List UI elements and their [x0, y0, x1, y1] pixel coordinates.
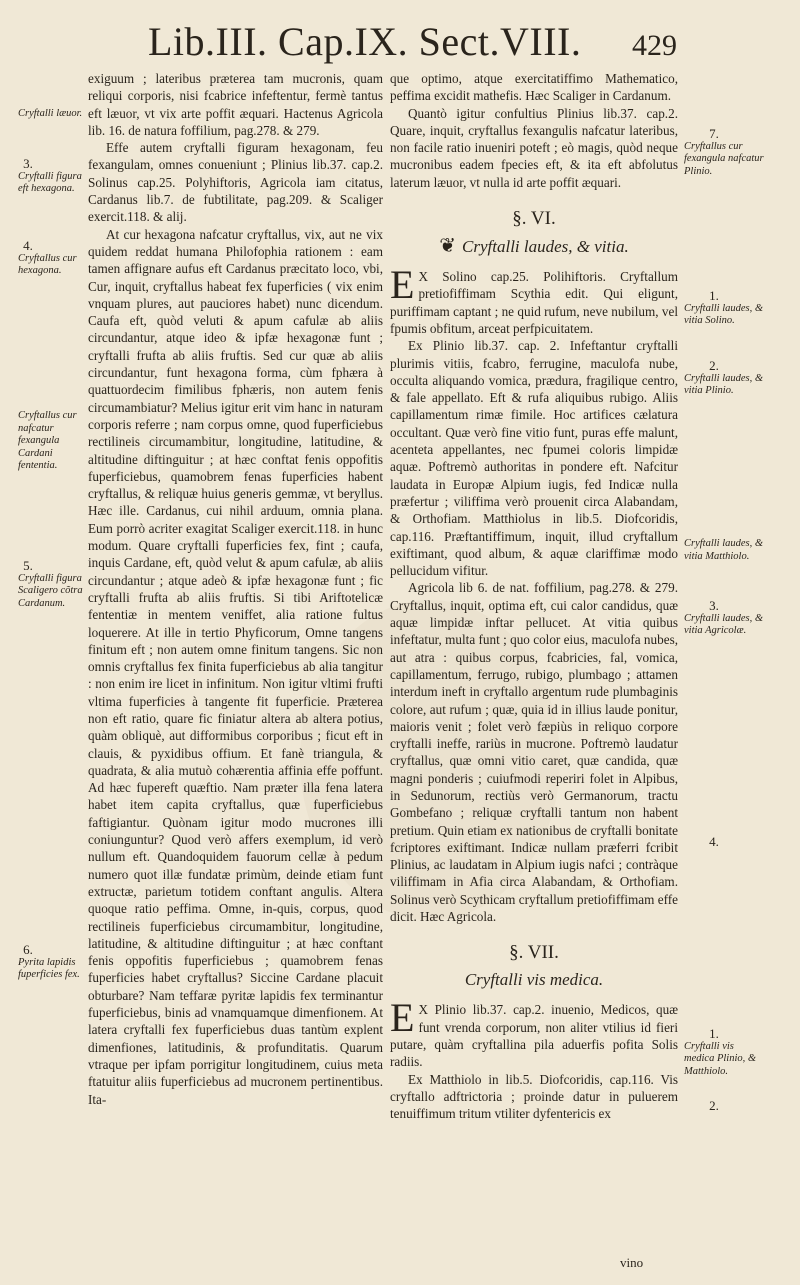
paragraph: exiguum ; lateribus præterea tam mucronis, quam reliqui corporis, nisi fcabrice infeftentur, fermè tantus eft læuor, vt vix arte poffit æquari. Hactenus Agricola lib. 16. de natura foffilium, pag.278. & 279.: [88, 71, 383, 138]
marginal-note: 6. Pyrita lapidis fuperficies fex.: [18, 942, 80, 980]
marginal-note: 2. Cryftalli laudes, & vitia Plinio.: [684, 358, 764, 396]
section-title: Cryftalli vis medica.: [464, 970, 604, 990]
right-column: [390, 70, 678, 1122]
paragraph: Quantò igitur confultius Plinius lib.37. cap.2. Quare, inquit, cryftallus fexangulis nafcatur lateribus, non facile ratio inueniri poteft ; eò magis, quòd neque mucronibus eadem fpecies eft, & ita eft abfolutus laterum læuor, vt nulla id arte poffit æquari.: [390, 105, 678, 190]
marginal-note: 1. Cryftalli vis medica Plinio, & Matthiolo.: [684, 1026, 757, 1077]
paragraph: que optimo, atque exercitatiffimo Mathematico, peffima excidit mathefis. Hæc Scaliger in Cardanum.: [390, 71, 678, 104]
marginal-note: 4.: [709, 834, 719, 849]
section-heading: §. VII.: [509, 942, 559, 964]
marginal-note: 5. Cryftalli figura Scaligero cõtra Cardanum.: [18, 558, 83, 609]
marginal-note: 7. Cryftallus cur fexangula nafcatur Plinio.: [684, 126, 764, 177]
marginal-note: Cryftalli laudes, & vitia Matthiolo.: [684, 538, 764, 562]
marginal-note: Cryftalli læuor.: [18, 108, 83, 119]
paragraph: At cur hexagona nafcatur cryftallus, vix, aut ne vix quidem reddat humana Philofophia rationem : eam tamen affignare aufus eft Cardanus præcitato loco, vbi, Cur, inquit, cryftallus habeat fex fuperficies ( vix enim vnquam plures, aut pauciores habet) nunc dicendum. Caufa eft, quòd veluti & apum cafulæ ab aliis circundantur, atque ideo & ipfæ hexagonæ funt ; cryftalli frufta ab aliis fruftis. Sed cur quæ ab aliis circundantur, funt hexagona forma, cùm fphæra à quattuordecim fimilibus fphæris, non autem fenis circumambiatur? Melius igitur erit vim hanc in naturam corporis referre ; nam corpus omne, quod fuperficiebus rectilineis circumambitur, longitudine, latitudine, & altitudine diftinguitur ; at hæc conftat fenis oppofitis fuperficiebus, quamobrem fenas fuperficies habent cryftallus, & reliquæ huius generis gemmæ, vt beryllus. Hæc ille. Cardanus, cui nihil arduum, omnia plana. Eum porrò acriter exagitat Scaliger exercit.118. in hunc modum. Quare cryftalli fuperficies fex, fint ; caufa, inquis Cardane, eft, quòd velut & apum cafulæ, ab aliis circundantur ; atque adeò & ipfæ hexagonæ funt ; fic cryftalli frufta ab aliis fruftis. Si tibi Ariftotelicæ fententiæ in mentem veniffet, alia ratione fultus loquerere. At ille in tertio Phyficorum, Omne tangens finitum eft ; non autem omne finitum tangens. Sic non omnis cryftallus fex finita fuperficiebus ab alia tangitur : non enim ire licet in infinitum. Non igitur vltimi frufti vltima fuperficies à tangente fit fuperficie. Præterea non eft ratio, quare fic finiatur altera ab altera potius, quàm obliquè, aut difformibus corporibus ; ficut eft in clauis, & pyxidibus offium. Et fanè triangula, & quadrata, & alia mutuò cohærentia affinia effe poffunt. Ad hæc fupereft quæftio. Nam præter illa fena latera habet item capita cryftallus, quæ fuperficiebus faftigiantur. Quònam igitur modo mucrones illi coniunguntur? Quod verò affers exemplum, id verò nullum eft. Quandoquidem fauorum cellæ à pedum numero quot illæ fundatæ primùm, deinde etiam funt extructæ, parietum totidem conftant angulis. Altera quoque ratio peffima. Omne, in-quis, corpus, quod rectilineis fuperficiebus circumambitur, longitudine, latitudine, & altitudine diftinguitur ; at hæc conftant fenis oppofitis fuperficiebus ; quamobrem fenas fuperficies habet cryftallus? Siccine Cardane placuit obturbare? Nam teffaræ pyritæ lapidis fex terminantur fuperficiebus, binis ad vnamquamque dimenfionem. At latera cryftalli fex fuperficiebus duas tantùm explent dimenfiones, latitudinis, & profunditatis. Quarum vtraque per ipfam porrigitur longitudinem, cuius meta ftatuitur aliis fuperficiebus ad mucronem pertinentibus. Ita-: [88, 226, 383, 1107]
marginal-note: 1. Cryftalli laudes, & vitia Solino.: [684, 288, 764, 326]
marginal-note: 3. Cryftalli figura eft hexagona.: [18, 156, 82, 194]
section-title: ❦ Cryftalli laudes, & vitia.: [439, 235, 629, 258]
catchword: vino: [620, 1255, 644, 1270]
paragraph: Ex Matthiolo in lib.5. Diofcoridis, cap.116. Vis cryftallo adftrictoria ; proinde datur in puluerem tenuiffimum tritum vtiliter dyfentericis ex: [390, 1071, 678, 1122]
paragraph: Agricola lib 6. de nat. foffilium, pag.278. & 279. Cryftallus, inquit, optima eft, cui calor candidus, quæ aquæ limpidæ inftar pellucet. At vitia quibus infeftatur, multa funt ; quo color eius, maculofa nubes, aut atra : quibus corpus, fcabricies, fal, vomica, capillamentum, ferrugo, rubigo, plumbago ; attamen interdum ineft in cryftallo argentum rude plumbaginis colore, aut rufum ; quæ, quia id in illius laude ponitur, maioris venit ; folet verò fæpiùs in reliquo corpore cryftalli ineffe, rariùs in mucrone. Poftremò laudatur cryftallus, quæ omni vitio caret, quæ candida, quæ magni ponderis ; cuiufmodi reperiri folet in Alpibus, in Sedunorum, rectiùs verò Germanorum, tractu Gombefano ; reliquæ cryftalli tantum non habent pretium. Quin etiam ex nationibus de cryftalli bonitate fcriptores exiftimant. Indicæ nullam præferri fcribit Plinius, ac laudatam in Alpium iugis nafci ; contràque viliffimam in Afia circa Alabandam, & Orthofiam. Solinus verò Scythicam cryftallum pretiofiffimam effe dicit. Hæc Agricola.: [390, 580, 678, 925]
running-head: Lib.III. Cap.IX. Sect.VIII.: [148, 19, 582, 64]
marginal-note: 3. Cryftalli laudes, & vitia Agricolæ.: [684, 598, 764, 636]
paragraph: Ex Plinio lib.37. cap. 2. Infeftantur cryftalli plurimis vitiis, fcabro, ferrugine, maculofa nube, occulta aliquando vomica, prædura, fragilique centro, & fale appellato. Eft & rufa aliquibus rubigo. Aliis capillamentum rimæ fimile. Hoc artifices cælatura occultant. Quæ verò fine vitio funt, puras effe malunt, acenteta appellantes, nec fpumei coloris limpidæ aquæ. Poftremò authoritas in pondere eft. Nafcitur laudata in Europæ Alpium iugis, fed Indicæ nulla præfertur ; viliffima verò prouenit circa Alabandam, & Orthofiam. Matthiolus in lib.5. Diofcoridis, cap.116. Præftantiffimum, inquit, illud cryftallum exiftimant, quod album, & aquæ clariffimæ modo pellucidum vifitur.: [390, 338, 678, 579]
fleuron-icon: ❦: [439, 235, 457, 258]
marginal-note: Cryftallus cur nafcatur fexangula Cardani fententia.: [18, 410, 77, 471]
paragraph: EX Solino cap.25. Polihiftoris. Cryftallum pretiofiffimam Scythia edit. Qui eligunt, puriffimam captant ; ne quid rufum, neve nubilum, vel fpumis obfitum, arceat perfpicuitatem.: [390, 262, 678, 336]
paragraph: EX Plinio lib.37. cap.2. inuenio, Medicos, quæ funt vrenda corporum, non aliter vtilius id fieri putare, quàm cryftallina pila aduerfis pofita Solis radiis.: [390, 995, 678, 1070]
section-heading: §. VI.: [512, 208, 556, 230]
marginal-note: 4. Cryftallus cur hexagona.: [18, 238, 77, 276]
paragraph: Effe autem cryftalli figuram hexagonam, feu fexangulam, omnes conueniunt ; Plinius lib.37. cap.2. Solinus cap.25. Polyhiftoris, Agricola iam citatus, Cardanus lib.7. de fubtilitate, pag.209. & Scaliger exercit.118. & alij.: [88, 140, 383, 225]
marginal-note: 2.: [709, 1098, 719, 1113]
page-number: 429: [632, 29, 677, 62]
left-column: [88, 70, 383, 1108]
